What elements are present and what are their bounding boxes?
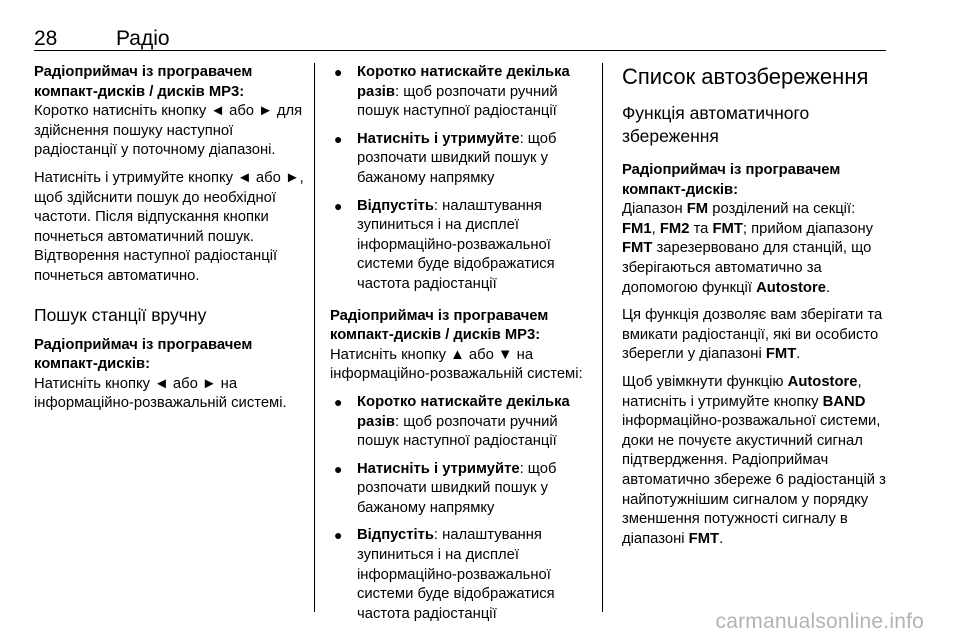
column-3 xyxy=(622,63,890,549)
column-divider-1 xyxy=(314,63,315,612)
header-divider xyxy=(34,50,886,51)
fmt-storage-paragraph: Ця функція дозволяє вам зберігати та вмикати радіостанції, які ви особисто зберегли у діапазоні FMT. xyxy=(622,307,883,363)
cd-receiver-title-3: Радіоприймач із програвачем компакт-дисків: xyxy=(622,162,841,198)
bullet-list-2 xyxy=(330,393,586,625)
fm-band-paragraph: Діапазон FM розділений на секції: FM1, FM2 та FMT; прийом діапазону FMT зарезервовано для станцій, що зберігаються автоматично за допомогою функції Autostore. xyxy=(622,201,874,296)
list-item: ● Відпустіть: налаштування зупиниться і на дисплеї інформаційно-розважальної системи буде відображатися частота радіостанції xyxy=(334,197,555,292)
bullet-icon: ● xyxy=(334,460,343,477)
up-down-search-text: Натисніть кнопку ▲ або ▼ на інформаційно-розважальній системі: xyxy=(330,346,583,383)
bullet-icon: ● xyxy=(334,130,343,147)
list-item: ● Коротко натискайте декілька разів: щоб розпочати ручний пошук наступної радіостанції xyxy=(334,64,570,120)
page-title: Радіо xyxy=(116,27,170,50)
page-number: 28 xyxy=(34,27,58,50)
list-item: ● Натисніть і утримуйте: щоб розпочати швидкий пошук у бажаному напрямку xyxy=(334,460,557,516)
bullet-icon: ● xyxy=(334,197,343,214)
cd-receiver-title: Радіоприймач із програвачем компакт-дисків: xyxy=(34,336,253,373)
bullet-icon: ● xyxy=(334,64,343,80)
autostore-list-heading: Список автозбереження xyxy=(622,64,869,89)
autostore-function-subheading: Функція автоматичного збереження xyxy=(622,103,810,146)
bullet-list-1 xyxy=(330,63,586,295)
list-item: ● Відпустіть: налаштування зупиниться і на дисплеї інформаційно-розважальної системи буде відображатися частота радіостанції xyxy=(334,527,555,622)
page-header xyxy=(34,0,886,52)
column-1 xyxy=(34,63,306,414)
bullet-icon: ● xyxy=(334,393,343,410)
manual-search-text: Натисніть кнопку ◄ або ► на інформаційно-розважальній системі. xyxy=(34,375,287,412)
cd-mp3-receiver-title-2: Радіоприймач із програвачем компакт-дисків / дисків MP3: xyxy=(330,307,549,344)
column-2 xyxy=(330,63,586,632)
bullet-icon: ● xyxy=(334,527,343,544)
manual-search-heading: Пошук станції вручну xyxy=(34,304,207,325)
column-divider-2 xyxy=(602,63,603,612)
list-item: ● Коротко натискайте декілька разів: щоб розпочати ручний пошук наступної радіостанції xyxy=(334,393,570,450)
autostore-activation-paragraph: Щоб увімкнути функцію Autostore, натисніть і утримуйте кнопку BAND інформаційно-розважальної системи, доки не почуєте акустичний сигнал підтвердження. Радіоприймач автоматично збереже 6 радіостанцій з найпотужнішим сигналом у порядку зменшення потужності сигналу в діапазоні FMT. xyxy=(622,373,886,547)
seek-long-press-text: Натисніть і утримуйте кнопку ◄ або ►, щоб здійснити пошук до необхідної частоти. Після відпускання кнопки почнеться автоматичний пошук. Відтворення наступної радіостанції почнеться автоматично. xyxy=(34,169,304,284)
seek-short-press-text: Коротко натисніть кнопку ◄ або ► для здійснення пошуку наступної радіостанції у поточному діапазоні. xyxy=(34,103,303,159)
cd-mp3-receiver-title: Радіоприймач із програвачем компакт-дисків / дисків MP3: xyxy=(34,64,253,100)
list-item: ● Натисніть і утримуйте: щоб розпочати швидкий пошук у бажаному напрямку xyxy=(334,130,557,186)
watermark: carmanualsonline.info xyxy=(715,610,924,633)
